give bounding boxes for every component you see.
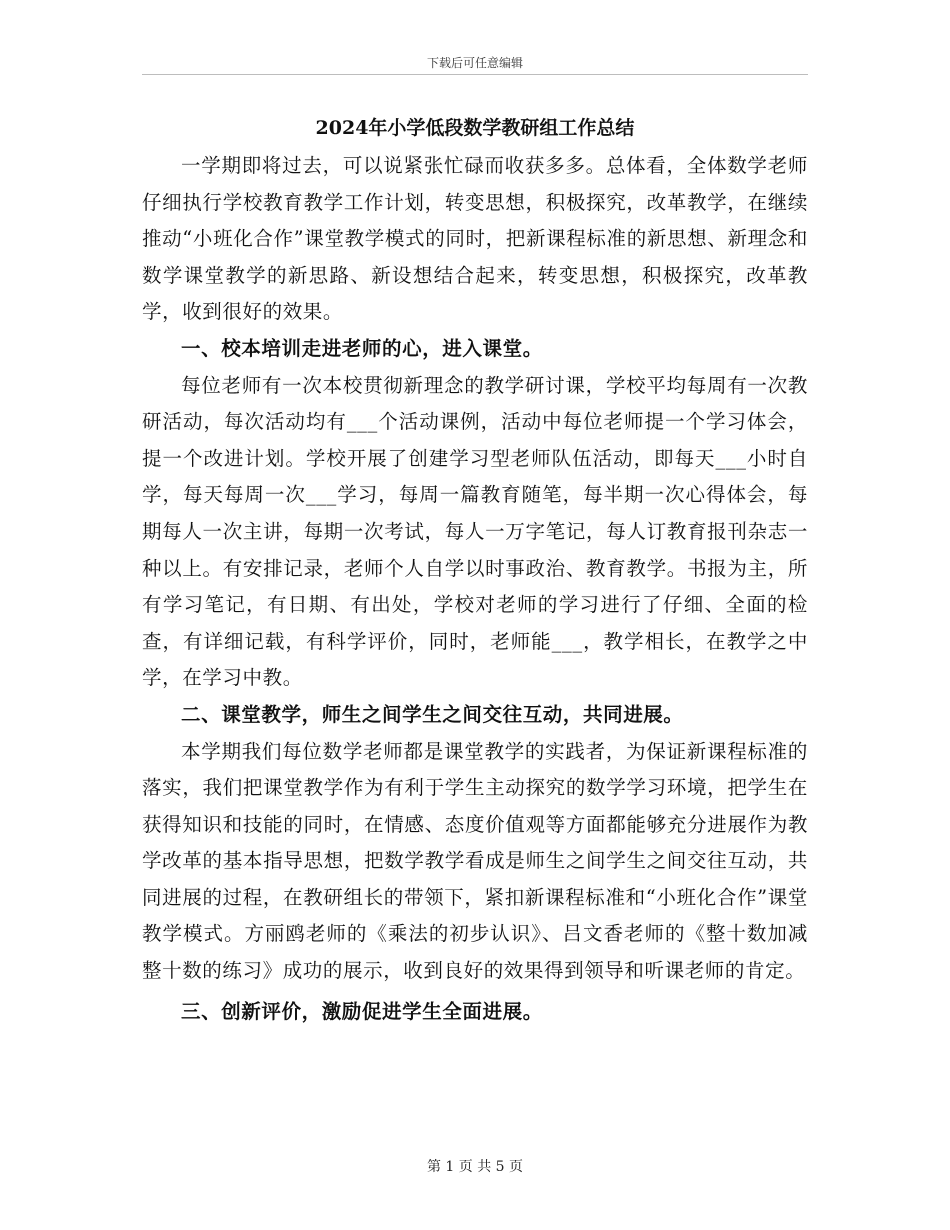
section-2-heading: 二、课堂教学，师生之间学生之间交往互动，共同进展。: [181, 702, 684, 726]
header-divider: [142, 74, 808, 75]
header-note: 下载后可任意编辑: [426, 56, 523, 70]
document-body: [142, 112, 808, 1030]
document-title: 2024年小学低段数学教研组工作总结: [315, 117, 635, 139]
page-number: 第 1 页 共 5 页: [426, 1159, 524, 1175]
intro-paragraph: 一学期即将过去，可以说紧张忙碌而收获多多。总体看，全体数学老师仔细执行学校教育教学工作计划，转变思想，积极探究，改革教学，在继续推动“小班化合作”课堂教学模式的同时，把新课程标准的新思想、新理念和数学课堂教学的新思路、新设想结合起来，转变思想，积极探究，改革教学，收到很好的效果。: [142, 154, 808, 324]
section-2-paragraph: 本学期我们每位数学老师都是课堂教学的实践者，为保证新课程标准的落实，我们把课堂教学作为有利于学生主动探究的数学学习环境，把学生在获得知识和技能的同时，在情感、态度价值观等方面都能够充分进展作为教学改革的基本指导思想，把数学教学看成是师生之间学生之间交往互动，共同进展的过程，在教研组长的带领下，紧扣新课程标准和“小班化合作”课堂教学模式。方丽鸥老师的《乘法的初步认识》、吕文香老师的《整十数加减整十数的练习》成功的展示，收到良好的效果得到领导和听课老师的肯定。: [142, 739, 808, 983]
section-1-paragraph: 每位老师有一次本校贯彻新理念的教学研讨课，学校平均每周有一次教研活动，每次活动均有___个活动课例，活动中每位老师提一个学习体会，提一个改进计划。学校开展了创建学习型老师队伍活动，即每天___小时自学，每天每周一次___学习，每周一篇教育随笔，每半期一次心得体会，每期每人一次主讲，每期一次考试，每人一万字笔记，每人订教育报刊杂志一种以上。有安排记录，老师个人自学以时事政治、教育教学。书报为主，所有学习笔记，有日期、有出处，学校对老师的学习进行了仔细、全面的检查，有详细记载，有科学评价，同时，老师能___，教学相长，在教学之中学，在学习中教。: [142, 373, 808, 690]
section-1-heading: 一、校本培训走进老师的心，进入课堂。: [181, 336, 543, 360]
section-3-heading: 三、创新评价，激励促进学生全面进展。: [181, 999, 543, 1023]
